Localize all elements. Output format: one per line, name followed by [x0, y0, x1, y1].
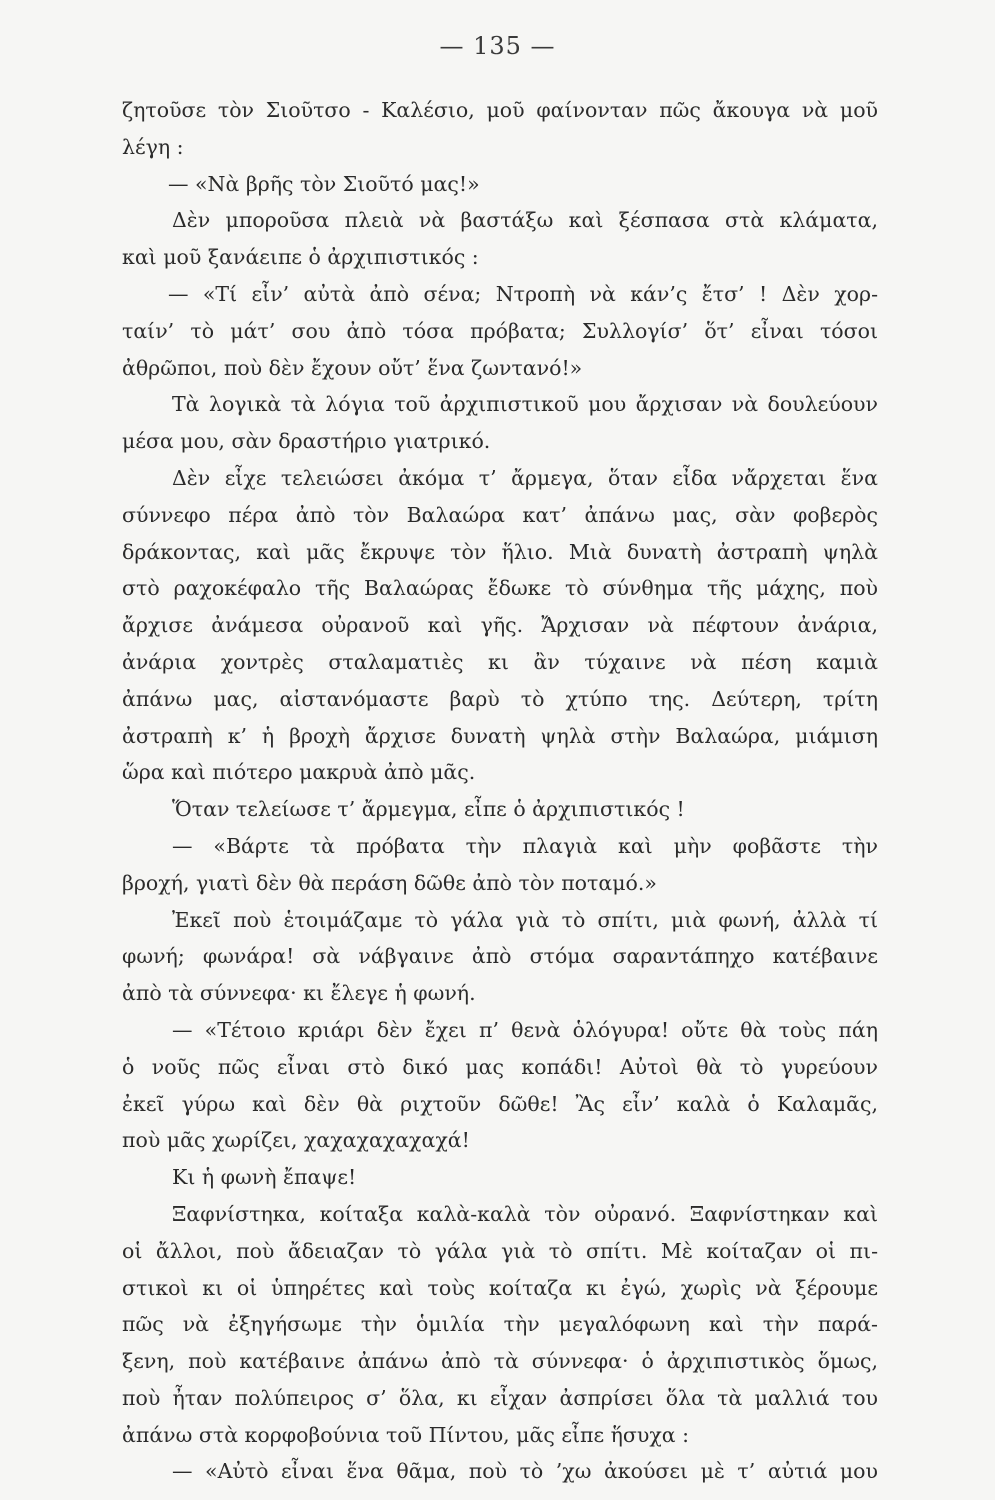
text-line: ἀστραπὴ κ’ ἡ βροχὴ ἄρχισε δυνατὴ ψηλὰ στὴν Βαλαώρα, μιάμιση: [122, 723, 878, 748]
text-line: Ὅταν τελείωσε τ’ ἄρμεγμα, εἶπε ὁ ἀρχιπιστικός !: [172, 797, 685, 822]
text-line: ταίν’ τὸ μάτ’ σου ἀπὸ τόσα πρόβατα; Συλλογίσ’ ὅτ’ εἶναι τόσοι: [122, 318, 878, 343]
text-line: μέσα μου, σὰν δραστήριο γιατρικό.: [122, 429, 491, 454]
text-line: ὥρα καὶ πιότερο μακρυὰ ἀπὸ μᾶς.: [122, 760, 476, 785]
text-line: στὸ ραχοκέφαλο τῆς Βαλαώρας ἔδωκε τὸ σύνθημα τῆς μάχης, ποὺ: [122, 576, 878, 601]
text-line: Τὰ λογικὰ τὰ λόγια τοῦ ἀρχιπιστικοῦ μου ἄρχισαν νὰ δουλεύουν: [172, 392, 878, 417]
text-line: ἀθρῶποι, ποὺ δὲν ἔχουν οὔτ’ ἕνα ζωντανό!»: [122, 355, 583, 380]
text-line: ποὺ ἦταν πολύπειρος σ’ ὅλα, κι εἶχαν ἀσπρίσει ὅλα τὰ μαλλιά του: [122, 1385, 878, 1410]
text-line: ξενη, ποὺ κατέβαινε ἀπάνω ἀπὸ τὰ σύννεφα· ὁ ἀρχιπιστικὸς ὅμως,: [122, 1349, 878, 1374]
text-line: ἀνάρια χοντρὲς σταλαματιὲς κι ἂν τύχαινε νὰ πέση καμιὰ: [122, 649, 878, 674]
text-line: Κι ἡ φωνὴ ἔπαψε!: [172, 1165, 357, 1190]
text-line: ὁ νοῦς πῶς εἶναι στὸ δικό μας κοπάδι! Αὐτοὶ θὰ τὸ γυρεύουν: [122, 1054, 878, 1079]
text-line: Ξαφνίστηκα, κοίταξα καλὰ-καλὰ τὸν οὐρανό. Ξαφνίστηκαν καὶ: [172, 1201, 878, 1226]
text-line: πῶς νὰ ἐξηγήσωμε τὴν ὁμιλία τὴν μεγαλόφωνη καὶ τὴν παρά-: [122, 1312, 878, 1337]
text-line: ἀπάνω στὰ κορφοβούνια τοῦ Πίντου, μᾶς εἶπε ἥσυχα :: [122, 1422, 690, 1447]
text-line: λέγη :: [122, 134, 184, 159]
text-line: οἱ ἄλλοι, ποὺ ἄδειαζαν τὸ γάλα γιὰ τὸ σπίτι. Μὲ κοίταζαν οἱ πι-: [122, 1238, 878, 1263]
text-line: ποὺ μᾶς χωρίζει, χαχαχαχαχαχά!: [122, 1128, 470, 1153]
text-line: Δὲν μποροῦσα πλειὰ νὰ βαστάξω καὶ ξέσπασα στὰ κλάματα,: [172, 208, 878, 233]
text-line: φωνή; φωνάρα! σὰ νάβγαινε ἀπὸ στόμα σαραντάπηχο κατέβαινε: [122, 944, 878, 969]
text-line: — «Τέτοιο κριάρι δὲν ἔχει π’ θενὰ ὁλόγυρα! οὔτε θὰ τοὺς πάη: [172, 1017, 878, 1042]
text-line: στικοὶ κι οἱ ὑπηρέτες καὶ τοὺς κοίταζα κι ἐγώ, χωρὶς νὰ ξέρουμε: [122, 1275, 878, 1300]
text-line: ἀπάνω μας, αἰστανόμαστε βαρὺ τὸ χτύπο της. Δεύτερη, τρίτη: [122, 686, 878, 711]
text-line: — «Αὐτὸ εἶναι ἕνα θᾶμα, ποὺ τὸ ’χω ἀκούσει μὲ τ’ αὐτιά μου: [172, 1459, 878, 1484]
text-line: σύννεφο πέρα ἀπὸ τὸν Βαλαώρα κατ’ ἀπάνω μας, σὰν φοβερὸς: [122, 502, 878, 527]
text-line: Ἐκεῖ ποὺ ἑτοιμάζαμε τὸ γάλα γιὰ τὸ σπίτι, μιὰ φωνή, ἀλλὰ τί: [172, 907, 878, 932]
text-line: — «Τί εἶν’ αὐτὰ ἀπὸ σένα; Ντροπὴ νὰ κάν’ς ἔτσ’ ! Δὲν χορ-: [168, 281, 878, 306]
page-number: — 135 —: [439, 32, 556, 60]
text-line: ἐκεῖ γύρω καὶ δὲν θὰ ριχτοῦν δῶθε! Ἂς εἶν’ καλὰ ὁ Καλαμᾶς,: [122, 1091, 878, 1116]
body-text: [122, 92, 878, 1490]
text-line: — «Νὰ βρῆς τὸν Σιοῦτό μας!»: [168, 171, 480, 196]
text-line: δράκοντας, καὶ μᾶς ἔκρυψε τὸν ἥλιο. Μιὰ δυνατὴ ἀστραπὴ ψηλὰ: [122, 539, 878, 564]
text-line: Δὲν εἶχε τελειώσει ἀκόμα τ’ ἄρμεγα, ὅταν εἶδα νἄρχεται ἕνα: [172, 465, 878, 490]
text-line: ἀπὸ τὰ σύννεφα· κι ἔλεγε ἡ φωνή.: [122, 981, 476, 1006]
text-line: βροχή, γιατὶ δὲν θὰ περάση δῶθε ἀπὸ τὸν ποταμό.»: [122, 870, 657, 895]
text-line: καὶ μοῦ ξανάειπε ὁ ἀρχιπιστικός :: [122, 245, 479, 270]
text-line: ζητοῦσε τὸν Σιοῦτσο - Καλέσιο, μοῦ φαίνονταν πῶς ἄκουγα νὰ μοῦ: [122, 98, 878, 122]
text-line: ἄρχισε ἀνάμεσα οὐρανοῦ καὶ γῆς. Ἄρχισαν νὰ πέφτουν ἀνάρια,: [122, 613, 878, 638]
text-line: — «Βάρτε τὰ πρόβατα τὴν πλαγιὰ καὶ μὴν φοβᾶστε τὴν: [172, 833, 878, 858]
